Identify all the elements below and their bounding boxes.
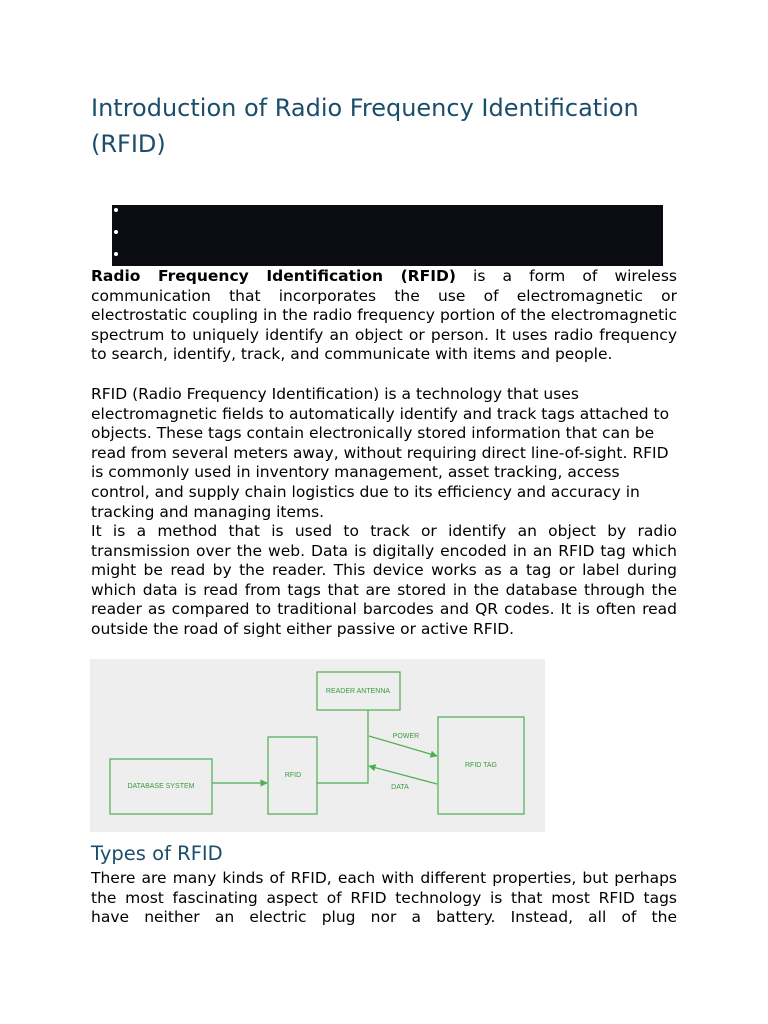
rfid-system-diagram (90, 659, 545, 832)
rfid-diagram-svg (90, 659, 545, 832)
rfid-method-paragraph: It is a method that is used to track or identify an object by radio transmission over the web. Data is digitally encoded in an RFID tag which might be read by the reader. This device works as a tag or label during which data is read from tags that are stored in the database through the reader as compared to traditional barcodes and QR codes. It is often read outside the road of sight either passive or active RFID. (91, 522, 677, 638)
rfid-technology-paragraph: RFID (Radio Frequency Identification) is a technology that uses electromagnetic fields to automatically identify and track tags attached to objects. These tags contain electronically stored information that can be read from several meters away, without requiring direct line-of-sight. RFID is commonly used in inventory management, asset tracking, access control, and supply chain logistics due to its efficiency and accuracy in tracking and managing items. (91, 385, 670, 521)
rfid-tag-label: RFID TAG (464, 762, 498, 769)
power-label: POWER (392, 733, 420, 740)
redacted-bullet-list (112, 205, 663, 266)
reader-antenna-label: READER ANTENNA (325, 688, 391, 695)
intro-term: Radio Frequency Identification (RFID) (91, 267, 456, 285)
antenna-to-reader-line (317, 710, 368, 783)
page-title: Introduction of Radio Frequency Identification (RFID) (91, 94, 639, 158)
database-system-label: DATABASE SYSTEM (127, 783, 195, 790)
intro-paragraph (91, 267, 677, 365)
bullet-item (112, 205, 663, 227)
bullet-item (112, 227, 663, 249)
types-of-rfid-paragraph: There are many kinds of RFID, each with different properties, but perhaps the most fascinating aspect of RFID technology is that most RFID tags have neither an electric plug nor a battery. Instead, all of the (91, 869, 677, 927)
types-of-rfid-heading: Types of RFID (91, 842, 223, 865)
data-label: DATA (391, 784, 409, 791)
rfid-label: RFID (284, 772, 302, 779)
data-arrow (369, 766, 437, 784)
intro-definition: is a form of wireless communication that incorporates the use of electromagnetic or electrostatic coupling in the radio frequency portion of the electromagnetic spectrum to uniquely identify an object or person. It uses radio frequency to search, identify, track, and communicate with items and people. (91, 267, 677, 364)
